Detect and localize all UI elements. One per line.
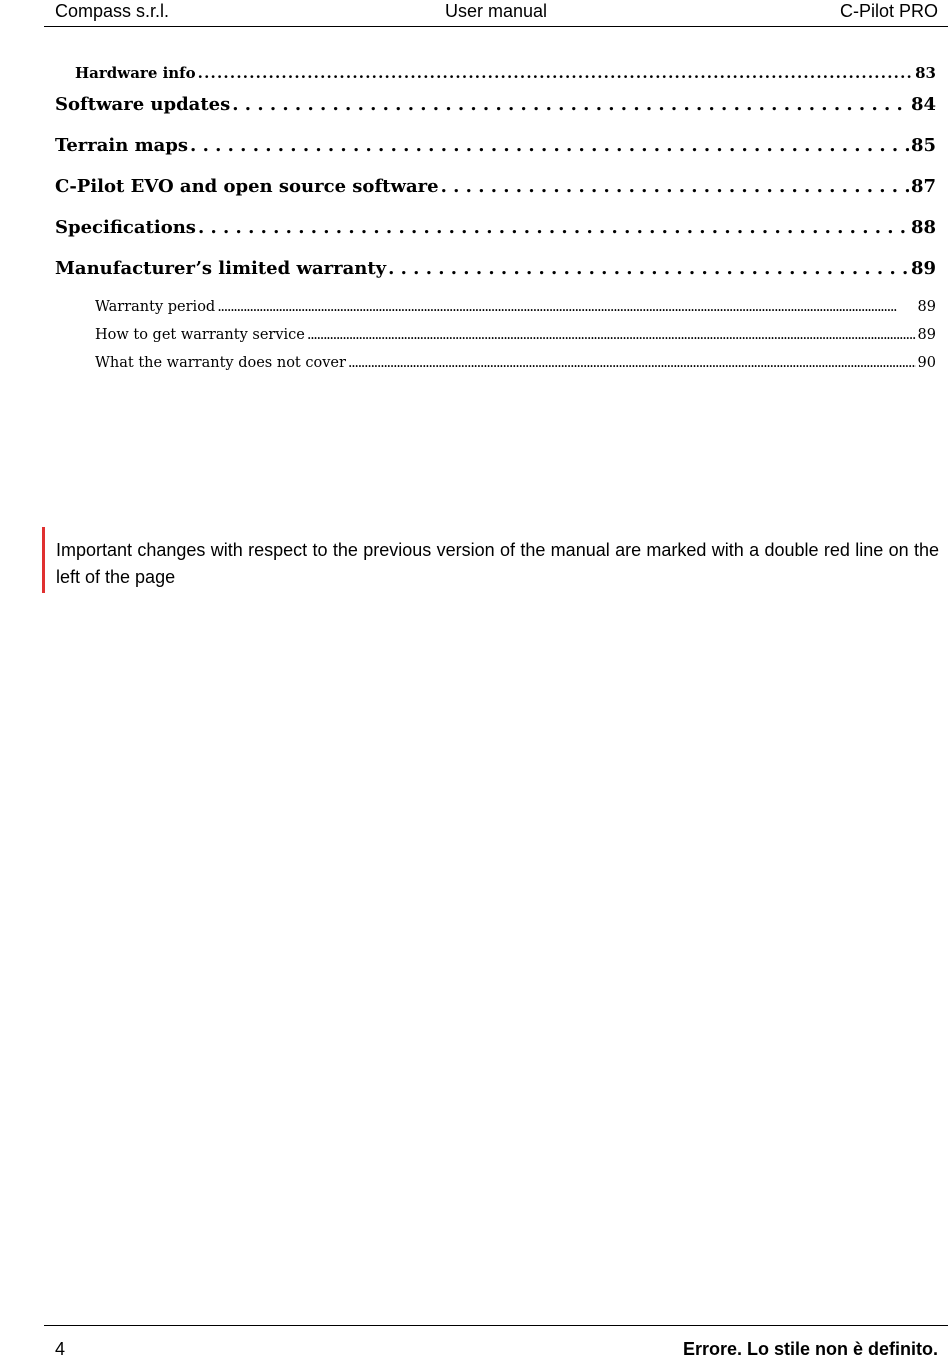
toc-dot-leader [348, 355, 916, 371]
toc-entry-page: 85 [910, 135, 936, 156]
footer-page-number: 4 [55, 1339, 66, 1359]
toc-entry-page: 89 [910, 258, 936, 279]
toc-entry-title: C-Pilot EVO and open source software [55, 176, 439, 197]
header-doc-title: User manual [444, 1, 548, 21]
toc-entry-title: Specifications [55, 217, 196, 238]
toc-dot-leader [190, 135, 909, 156]
toc-dot-leader [232, 94, 909, 115]
toc-entry-open-source[interactable] [55, 176, 936, 217]
changes-note-text: Important changes with respect to the previous version of the manual are marked with a double red line on the left of the page [56, 540, 939, 587]
table-of-contents [55, 64, 936, 383]
page-footer [44, 1325, 948, 1358]
footer-style-error: Errore. Lo stile non è definito. [682, 1339, 938, 1359]
toc-entry-warranty-service[interactable] [55, 327, 936, 355]
header-company: Compass s.r.l. [55, 1, 170, 21]
toc-dot-leader [198, 64, 913, 82]
toc-entry-title: Warranty period [95, 299, 216, 315]
toc-entry-specifications[interactable] [55, 217, 936, 258]
toc-entry-page: 87 [910, 176, 936, 197]
toc-entry-page: 83 [915, 64, 936, 82]
toc-entry-hardware-info[interactable] [55, 64, 936, 94]
toc-entry-software-updates[interactable] [55, 94, 936, 135]
toc-entry-limited-warranty[interactable] [55, 258, 936, 299]
toc-entry-title: Terrain maps [55, 135, 189, 156]
toc-dot-leader [441, 176, 909, 197]
toc-entry-title: How to get warranty service [95, 327, 305, 343]
page-header [44, 0, 948, 27]
toc-dot-leader [307, 327, 916, 343]
changes-note [42, 527, 939, 593]
toc-entry-warranty-not-cover[interactable] [55, 355, 936, 383]
header-product: C-Pilot PRO [839, 1, 938, 21]
toc-entry-page: 84 [910, 94, 936, 115]
toc-entry-page: 89 [917, 299, 936, 315]
toc-entry-title: What the warranty does not cover [95, 355, 346, 371]
toc-dot-leader [198, 217, 909, 238]
toc-dot-leader [217, 299, 915, 315]
toc-entry-warranty-period[interactable] [55, 299, 936, 327]
toc-entry-page: 89 [917, 327, 936, 343]
toc-entry-title: Software updates [55, 94, 231, 115]
toc-entry-title: Manufacturer’s limited warranty [55, 258, 387, 279]
toc-entry-page: 88 [910, 217, 936, 238]
toc-entry-terrain-maps[interactable] [55, 135, 936, 176]
toc-entry-page: 90 [917, 355, 936, 371]
toc-entry-title: Hardware info [75, 64, 196, 82]
toc-dot-leader [388, 258, 909, 279]
